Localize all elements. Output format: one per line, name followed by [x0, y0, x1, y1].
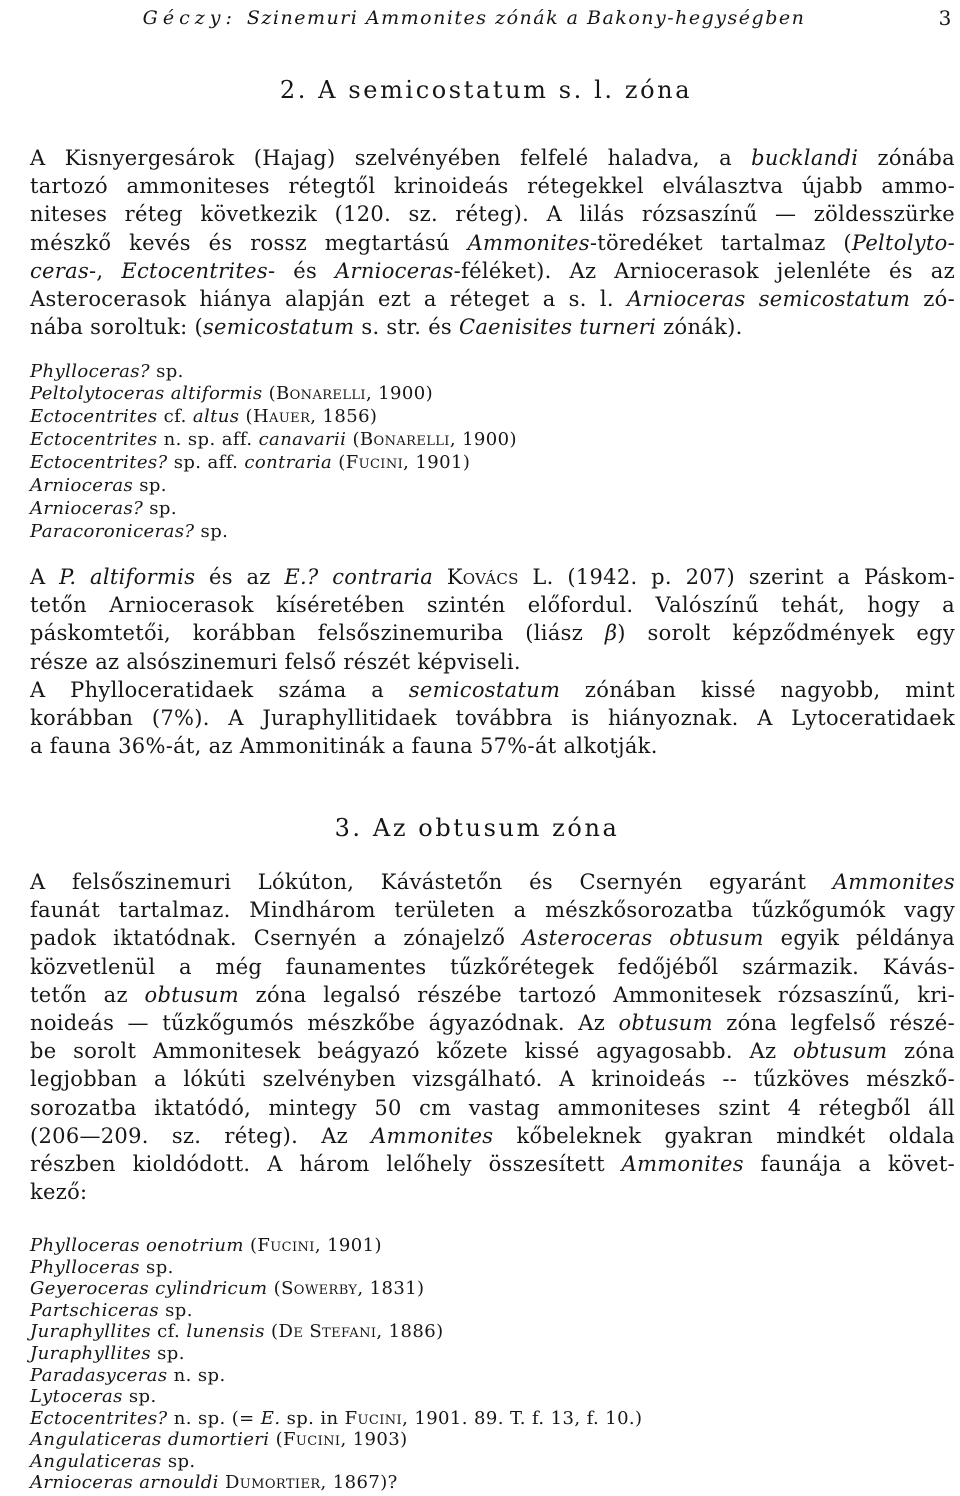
author-name: Sowerby [281, 1278, 358, 1300]
text-run: zónában kissé nagyobb, mint [560, 677, 955, 702]
text-run: ( [243, 1235, 258, 1257]
author-name: Hauer [252, 406, 311, 428]
paragraph-line [30, 868, 955, 896]
italic-text-run: Partschiceras [30, 1299, 160, 1321]
species-entry [30, 1343, 955, 1365]
text-run: -, [89, 258, 122, 283]
italic-text-run: Paradasyceras [30, 1364, 168, 1386]
text-run: sp. [133, 474, 167, 496]
paragraph-line [30, 1122, 955, 1150]
text-run: , 1901) [403, 452, 471, 474]
section-heading: 3. Az obtusum zóna [334, 814, 620, 842]
species-entry [30, 1257, 955, 1279]
section-heading: 2. A semicostatum s. l. zóna [279, 76, 693, 104]
text-run: zó- [910, 287, 955, 312]
paragraph-line [30, 172, 955, 200]
species-entry [30, 498, 955, 521]
text-run: , 1856) [310, 406, 378, 428]
text-run: niteses réteg következik (120. sz. réteg). A lilás rózsaszínű — zöldesszürke [30, 202, 955, 227]
paragraph-line [30, 1178, 955, 1206]
species-entry [30, 1321, 955, 1343]
text-run: -féléket). Az Arniocerasok jelenléte és az [453, 258, 955, 283]
italic-text-run: Arnioceras [335, 258, 454, 283]
paragraph-line [30, 732, 955, 760]
italic-text-run: Angulaticeras [30, 1450, 162, 1472]
italic-text-run: canavarii [258, 429, 347, 451]
text-run: , 1900) [365, 383, 434, 405]
text-run: sp. [149, 360, 184, 382]
text-run: része az alsószinemuri felső részét képviseli. [30, 649, 521, 674]
italic-text-run: Arnioceras arnouldi [30, 1472, 225, 1494]
paragraph-line [30, 563, 955, 591]
text-run: zóna legalsó részébe tartozó Ammonitesek rózsaszínű, kri- [238, 982, 956, 1007]
paragraph-line [30, 285, 955, 313]
species-entry [30, 1235, 955, 1257]
species-entry [30, 1386, 955, 1408]
species-entry [30, 1408, 955, 1430]
text-run: sorozatba iktatódó, mintegy 50 cm vastag ammoniteses szint 4 rétegből áll [30, 1095, 955, 1120]
text-run: és az [195, 565, 285, 589]
italic-text-run: Arnioceras [30, 474, 134, 496]
italic-text-run: β [604, 621, 618, 646]
paragraph-line [30, 1150, 955, 1178]
text-run: (206—209. sz. réteg). Az [30, 1123, 372, 1148]
text-run: A [30, 565, 60, 589]
species-list [30, 1235, 955, 1494]
species-entry [30, 1365, 955, 1387]
italic-text-run: Phylloceras oenotrium [30, 1235, 244, 1257]
text-run: A Kisnyergesárok (Hajag) szelvényében felfelé haladva, a [30, 146, 752, 170]
italic-text-run: Arnioceras semicostatum [626, 287, 911, 312]
italic-text-run: Ammonites [371, 1123, 494, 1148]
species-entry [30, 1429, 955, 1451]
text-run: legjobban a lókúti szelvényben vizsgálható. A krinoideás -- tűzköves mészkő- [30, 1067, 955, 1092]
text-run: , 1831) [357, 1278, 425, 1300]
paragraph-line [30, 619, 955, 647]
text-run: sp. aff. [167, 452, 245, 474]
italic-text-run: semicostatum [408, 677, 561, 702]
italic-text-run: bucklandi [751, 146, 859, 170]
text-run: sp. [143, 497, 177, 519]
paragraph-line [30, 591, 955, 619]
text-run: faunát tartalmaz. Mindhárom területen a mészkősorozatba tűzkőgumók vagy [30, 898, 955, 923]
text-run: tartozó ammoniteses rétegtől krinoideás rétegekkel elválasztva újabb ammo- [30, 174, 955, 199]
text-run: ( [262, 383, 276, 405]
text-run: n. sp. aff. [157, 429, 259, 451]
text-run: cf. [151, 1321, 187, 1343]
species-entry [30, 429, 955, 452]
italic-text-run: Peltolytoceras altiformis [30, 383, 263, 405]
italic-text-run: Ammonites [621, 1152, 744, 1177]
text-run: sp. [159, 1299, 193, 1321]
text-run: padok iktatódnak. Csernyén a zónajelző [30, 926, 523, 951]
species-entry [30, 1451, 955, 1473]
text-run: egyik példánya [763, 926, 955, 951]
species-entry [30, 521, 955, 544]
italic-text-run: Angulaticeras dumortieri [30, 1429, 270, 1451]
paragraph-line [30, 257, 955, 285]
author-name: De Stefani [278, 1321, 377, 1343]
italic-text-run: Asteroceras obtusum [522, 926, 764, 951]
text-run: ( [239, 406, 253, 428]
italic-text-run: Lytoceras [30, 1386, 123, 1408]
text-run: - és [267, 258, 336, 283]
author-name: Bonarelli [276, 383, 366, 405]
text-run: mészkő kevés és rossz megtartású [30, 230, 468, 255]
text-run: páskomtetői, korábban felsőszinemuriba (liász [30, 621, 605, 646]
paragraph-line [30, 229, 955, 257]
species-entry [30, 1472, 955, 1494]
paragraph-line [30, 1065, 955, 1093]
text-run: zóna legfelső részé- [712, 1011, 955, 1036]
text-run: ( [332, 452, 346, 474]
running-head-title: Szinemuri Ammonites zónák a Bakony-hegységben [246, 7, 806, 29]
italic-text-run: Ectocentrites [30, 406, 158, 428]
running-head [0, 6, 948, 30]
paragraph-line [30, 953, 955, 981]
text-run: n. sp. [167, 1364, 226, 1386]
text-run: , 1901) [314, 1235, 382, 1257]
author-name: Fucini [283, 1429, 341, 1451]
text-run: ) sorolt képződmények egy [617, 621, 955, 646]
paragraph-line [30, 1094, 955, 1122]
text-run: tetőn az [30, 982, 145, 1007]
page-number: 3 [938, 6, 952, 30]
paragraph-line [30, 924, 955, 952]
text-run: cf. [157, 406, 193, 428]
author-name: Fucini [345, 452, 404, 474]
text-run: -töredéket tartalmaz ( [589, 230, 852, 255]
text-run: , 1901. 89. T. f. 13, f. 10.) [402, 1407, 643, 1429]
paragraph-block [30, 868, 955, 1206]
text-run: ( [267, 1278, 282, 1300]
italic-text-run: obtusum [618, 1011, 713, 1036]
text-run: közvetlenül a még faunamentes tűzkőrétegek fedőjéből származik. Kávás- [30, 954, 955, 979]
paragraph-line [30, 1037, 955, 1065]
text-run: sp. [194, 520, 229, 542]
italic-text-run: lunensis [186, 1321, 265, 1343]
text-run: zónába [858, 146, 955, 170]
text-run: , 1903) [340, 1429, 408, 1451]
species-entry [30, 406, 955, 429]
italic-text-run: Ammonites [832, 870, 955, 894]
italic-text-run: Ectocentrites [121, 258, 268, 283]
text-run: Asterocerasok hiánya alapján ezt a réteget a s. l. [30, 287, 627, 312]
italic-text-run: obtusum [144, 982, 239, 1007]
text-run: A Phylloceratidaek száma a [30, 677, 409, 702]
text-run: korábban (7%). A Juraphyllitidaek továbbra is hiányoznak. A Lytoceratidaek [30, 706, 955, 731]
paragraph-line [30, 648, 955, 676]
italic-text-run: obtusum [793, 1039, 888, 1064]
text-run: ( [346, 429, 360, 451]
text-run: sp. [139, 1256, 174, 1278]
text-run: n. sp. (= [167, 1407, 261, 1429]
italic-text-run: Phylloceras? [30, 360, 150, 382]
italic-text-run: Phylloceras [30, 1256, 140, 1278]
species-entry [30, 1278, 955, 1300]
italic-text-run: altus [192, 406, 240, 428]
paragraph-line [30, 704, 955, 732]
text-run: , 1867)? [320, 1472, 398, 1494]
text-run: kező: [30, 1180, 88, 1205]
italic-text-run: E.? contraria [284, 565, 447, 589]
text-run: ( [264, 1321, 279, 1343]
italic-text-run: Arnioceras? [30, 497, 144, 519]
paragraph-line [30, 981, 955, 1009]
text-run: sp. [151, 1343, 185, 1365]
author-name: Fucini [344, 1407, 403, 1429]
species-entry [30, 1300, 955, 1322]
text-run: a fauna 36%-át, az Ammonitinák a fauna 57%-át alkotják. [30, 734, 658, 759]
text-run: részben kioldódott. A három lelőhely összesített [30, 1152, 622, 1177]
paragraph-line [30, 144, 955, 172]
text-run: sp. [122, 1386, 157, 1408]
running-head-author: Géczy: [142, 7, 237, 29]
text-run: (1942. p. 207) szerint a Páskom- [553, 565, 955, 589]
author-name: Kovács L. [446, 565, 554, 589]
text-run: A felsőszinemuri Lókúton, Kávástetőn és Csernyén egyaránt [30, 870, 833, 894]
paragraph-line [30, 676, 955, 704]
paragraph-line [30, 200, 955, 228]
italic-text-run: Caenisites turneri [458, 315, 657, 340]
italic-text-run: contraria [244, 452, 333, 474]
italic-text-run: Ectocentrites? [30, 452, 168, 474]
italic-text-run: Juraphyllites [30, 1321, 152, 1343]
text-run: ( [269, 1429, 283, 1451]
italic-text-run: E. [260, 1407, 281, 1429]
italic-text-run: Ammonites [467, 230, 590, 255]
author-name: Bonarelli [359, 429, 450, 451]
paragraph-line [30, 313, 955, 341]
italic-text-run: ceras [30, 258, 90, 283]
text-run: sp. in [280, 1407, 345, 1429]
text-run: sp. [161, 1450, 196, 1472]
author-name: Dumortier [224, 1472, 321, 1494]
text-run: zónák). [656, 315, 743, 340]
italic-text-run: Geyeroceras cylindricum [30, 1278, 268, 1300]
italic-text-run: Ectocentrites? [30, 1407, 168, 1429]
italic-text-run: P. altiformis [59, 565, 196, 589]
species-list [30, 361, 955, 544]
paragraph-line [30, 1009, 955, 1037]
species-entry [30, 475, 955, 498]
text-run: be sorolt Ammonitesek beágyazó kőzete kissé agyagosabb. Az [30, 1039, 793, 1064]
species-entry [30, 361, 955, 384]
italic-text-run: semicostatum [202, 315, 355, 340]
text-run: tetőn Arniocerasok kíséretében szintén előfordul. Valószínű tehát, hogy a [30, 593, 955, 618]
species-entry [30, 383, 955, 406]
text-run: kőbeleknek gyakran mindkét oldala [493, 1123, 955, 1148]
text-run: zóna [887, 1039, 955, 1064]
text-run: noideás — tűzkőgumós mészkőbe ágyazódnak. Az [30, 1011, 619, 1036]
author-name: Fucini [257, 1235, 315, 1257]
italic-text-run: Ectocentrites [30, 429, 158, 451]
text-run: nába soroltuk: ( [30, 315, 203, 340]
paragraph-block [30, 563, 955, 760]
paragraph-block [30, 144, 955, 341]
text-run: , 1900) [449, 429, 517, 451]
species-entry [30, 452, 955, 475]
paragraph-line [30, 896, 955, 924]
italic-text-run: Paracoroniceras? [30, 520, 195, 542]
text-run: s. str. és [354, 315, 459, 340]
text-run: faunája a követ- [743, 1152, 956, 1177]
italic-text-run: Juraphyllites [30, 1343, 152, 1365]
italic-text-run: Peltolyto- [851, 230, 955, 255]
text-run: , 1886) [376, 1321, 444, 1343]
